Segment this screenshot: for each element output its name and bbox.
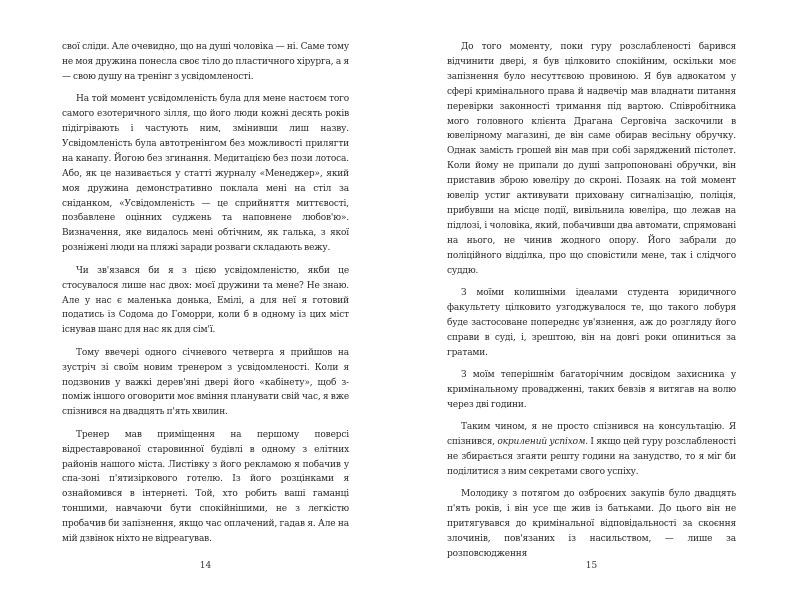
paragraph: Тому ввечері одного січневого четверга я прийшов на зустріч зі своїм новим тренером з усвідомленості. Коли я подзвонив у важкі дерев'яні двері його «кабінету», щоб з-поміж іншого оговорити моє вміння планувати свій час, я вже спізнився на двадцять п'ять хвилин. <box>62 347 349 418</box>
paragraph: На той момент усвідомленість була для мене настоєм того самого езотеричного зілля, що його люди кожні десять років підігрівають і частують ним, змінивши лиш назву. Усвідомленість була автотренінгом без можливості прилягти на канапу. Йогою без згинання. Медитацією без пози лотоса. Або, як це називається у статті журналу «Менеджер», який моя дружина демонстративно поклала мені на стіл за сніданком, «Усвідомленість — це сприйняття миттєвості, позбавлене оцінних суджень та наповнене любов'ю». Визначення, яке видалось мені обтічним, як галька, з якої розніжені люди на пляжі заради розваги складають вежу. <box>62 94 349 254</box>
italic-phrase: окрилений успіхом <box>497 437 586 448</box>
paragraph: Молодику з потягом до озброєних закупів було двадцять п'ять років, і він усе ще жив із батьками. До цього він не притягувався до кримінальної відповідальності за скоєння злочинів, пов'язаних із насильством, — лише за розповсюдження <box>447 489 736 559</box>
left-page-text <box>62 40 349 547</box>
paragraph-text: . І якщо цей гуру розслабленості не збирається згаяти решту години на занудство, то я міг би поділитися з ним секретами свого успіху. <box>447 437 736 477</box>
paragraph: З моїми колишніми ідеалами студента юридичного факультету цілковито узгоджувалося те, що такого лобуря буде застосоване попереднє ув'язнення, аж до розгляду його справи в суді, і, зрештою, він на довгі роки опиниться за гратами. <box>447 288 736 358</box>
paragraph <box>447 420 736 480</box>
right-page <box>447 40 736 570</box>
right-page-text <box>447 40 736 562</box>
paragraph: З моїм теперішнім багаторічним досвідом захисника у кримінальному провадженні, таких бевзів я витягав на волю через дві години. <box>447 370 736 410</box>
paragraph-text: Таким чином, я не просто спізнився на консультацію. Я спізнився, <box>447 422 736 448</box>
page-number: 14 <box>199 561 212 571</box>
paragraph: Чи зв'язався би я з цією усвідомленістю, якби це стосувалося лише нас двох: моєї дружини та мене? Не знаю. Але у нас є маленька донька, Емілі, а для неї я готовий податись із Содома до Гоморри, коли б в одному із цих міст існував шанс для нас як для сім'ї. <box>62 265 349 336</box>
paragraph: Тренер мав приміщення на першому поверсі відреставрованої старовинної будівлі в одному з елітних районів нашого міста. Листівку з його рекламою я побачив у спа-зоні п'ятизіркового готелю. Із його розцінками я ознайомився в інтернеті. Той, хто робить ваші гаманці тоншими, навчаючи бути спокійнішими, не з легкістю пробачив би запізнення, якщо час оплачений, гадав я. Але на мій дзвінок ніхто не відреагував. <box>62 429 349 545</box>
page-number: 15 <box>585 561 598 571</box>
paragraph: До того моменту, поки гуру розслабленості баривcя відчинити двері, я був цілковито спокійним, оскільки моє запізнення було несуттєвою провиною. Я був адвокатом у сфері кримінального права й надвечір мав владнати питання перевірки законності тримання під вартою. Співробітника мого головного клієнта Драгана Серговіча заскочили в ювелірному магазині, де він саме обирав весільну обручку. Однак замість грошей він мав при собі заряджений пістолет. Коли йому не припали до душі запропоновані обручки, він приставив зброю ювеліру до скроні. Позаяк на той момент ювелір устиг активувати приховану сигналізацію, поліція, прибувши на місце події, вивільнила ювеліра, що лежав на підлозі, і чоловіка, який, побачивши два автомати, спрямовані на нього, не чинив жодного опору. Його забрали до поліційного відділка, про що сповістили мене, так і слідчого суддю. <box>447 42 736 276</box>
paragraph: свої сліди. Але очевидно, що на душі чоловіка — ні. Саме тому не моя дружина понесла своє тіло до пластичного хірурга, а я — свою душу на тренінг з усвідомленості. <box>62 42 349 82</box>
left-page <box>62 40 349 570</box>
